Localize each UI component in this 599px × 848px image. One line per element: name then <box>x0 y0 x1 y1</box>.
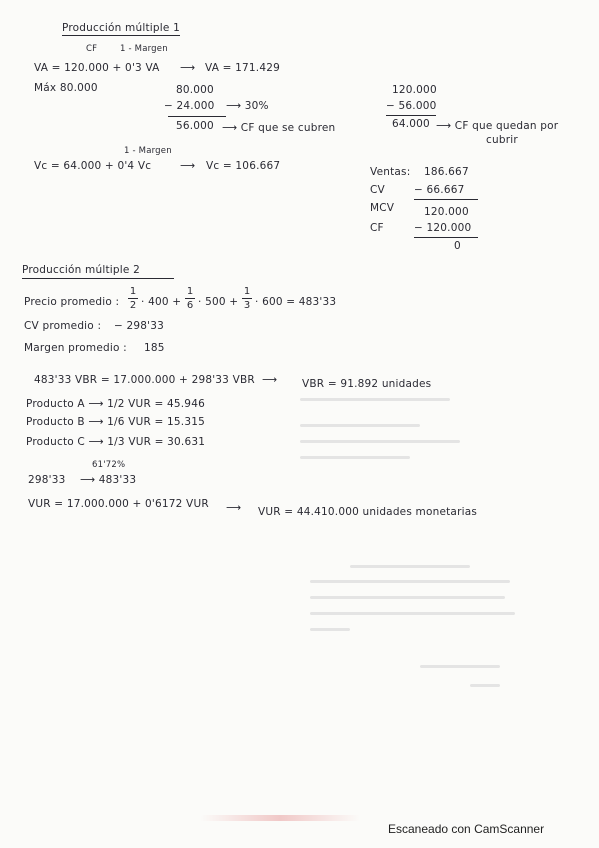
summary-result: 0 <box>454 240 461 252</box>
fraction-2-den: 6 <box>186 300 194 311</box>
calc-left-minus: − 24.000 <box>164 100 215 112</box>
section-2-title: Producción múltiple 2 <box>22 264 140 276</box>
max-label: Máx 80.000 <box>34 82 98 94</box>
margen-promedio-label: Margen promedio : <box>24 342 127 354</box>
section-2-title-rule <box>22 278 174 279</box>
margin-label: 1 - Margen <box>124 146 172 156</box>
scan-smudge <box>200 815 360 821</box>
mcv-value: 120.000 <box>424 206 469 218</box>
vur-result: VUR = 44.410.000 unidades monetarias <box>258 506 478 518</box>
bleed-through-line <box>310 580 510 583</box>
cv-promedio-label: CV promedio : <box>24 320 102 332</box>
precio-term-3: · 600 = 483'33 <box>255 296 337 308</box>
calc-left-minus-note: ⟶ 30% <box>226 100 269 112</box>
vbr-result: VBR = 91.892 unidades <box>302 378 432 390</box>
calc-right-rule <box>386 115 436 116</box>
va-result: VA = 171.429 <box>205 62 280 74</box>
cv-promedio-value: − 298'33 <box>114 320 165 332</box>
calc-right-minus: − 56.000 <box>386 100 437 112</box>
bleed-through-line <box>420 665 500 668</box>
arrow-vbr: ⟶ <box>262 374 278 386</box>
cf-label: CF <box>370 222 384 234</box>
bleed-through-line <box>350 565 470 568</box>
scanner-watermark: Escaneado con CamScanner <box>388 822 545 836</box>
arrow-vur: ⟶ <box>226 502 242 514</box>
bleed-through-line <box>300 440 460 443</box>
calc-left-result: 56.000 <box>176 120 214 132</box>
bleed-through-line <box>310 612 515 615</box>
producto-c: Producto C ⟶ 1/3 VUR = 30.631 <box>26 436 206 448</box>
calc-right-result-note-2: cubrir <box>486 134 518 146</box>
percent-label: 61'72% <box>92 460 126 470</box>
ventas-value: 186.667 <box>424 166 469 178</box>
section-1-title: Producción múltiple 1 <box>62 22 180 34</box>
fraction-1 <box>128 286 138 311</box>
calc-left-rule <box>168 116 226 117</box>
margen-promedio-value: 185 <box>144 342 165 354</box>
producto-a: Producto A ⟶ 1/2 VUR = 45.946 <box>26 398 205 410</box>
fraction-1-den: 2 <box>129 300 137 311</box>
bleed-through-line <box>470 684 500 687</box>
precio-term-2: · 500 + <box>198 296 239 308</box>
mcv-label: MCV <box>370 202 395 214</box>
fraction-2 <box>185 286 195 311</box>
calc-left-result-note: ⟶ CF que se cubren <box>222 122 336 134</box>
fraction-1-num: 1 <box>129 286 137 297</box>
calc-left-top: 80.000 <box>176 84 214 96</box>
equation-vbr: 483'33 VBR = 17.000.000 + 298'33 VBR <box>34 374 255 386</box>
arrow-vc: ⟶ <box>180 160 196 172</box>
ratio-bottom: 1 - Margen <box>120 44 168 54</box>
cf-value: − 120.000 <box>414 222 472 234</box>
cv-value: − 66.667 <box>414 184 465 196</box>
ratio-top: CF <box>86 44 98 54</box>
cv-label: CV <box>370 184 385 196</box>
fraction-3-den: 3 <box>243 300 251 311</box>
bleed-through-line <box>300 424 420 427</box>
equation-vur: VUR = 17.000.000 + 0'6172 VUR <box>28 498 209 510</box>
precio-term-1: · 400 + <box>141 296 182 308</box>
bleed-through-line <box>300 456 410 459</box>
summary-rule-1 <box>414 199 478 200</box>
fraction-3 <box>242 286 252 311</box>
arrow-va: ⟶ <box>180 62 196 74</box>
producto-b: Producto B ⟶ 1/6 VUR = 15.315 <box>26 416 205 428</box>
bleed-through-line <box>310 596 505 599</box>
fraction-2-num: 1 <box>186 286 194 297</box>
calc-right-result-note: ⟶ CF que quedan por <box>436 120 559 132</box>
conversion-right: ⟶ 483'33 <box>80 474 137 486</box>
bleed-through-line <box>310 628 350 631</box>
calc-right-result: 64.000 <box>392 118 430 130</box>
equation-va: VA = 120.000 + 0'3 VA <box>34 62 160 74</box>
conversion-left: 298'33 <box>28 474 66 486</box>
fraction-3-num: 1 <box>243 286 251 297</box>
summary-rule-2 <box>414 237 478 238</box>
vc-result: Vc = 106.667 <box>206 160 281 172</box>
bleed-through-line <box>300 398 450 401</box>
ventas-label: Ventas: <box>370 166 411 178</box>
precio-label: Precio promedio : <box>24 296 120 308</box>
calc-right-top: 120.000 <box>392 84 437 96</box>
equation-vc: Vc = 64.000 + 0'4 Vc <box>34 160 152 172</box>
